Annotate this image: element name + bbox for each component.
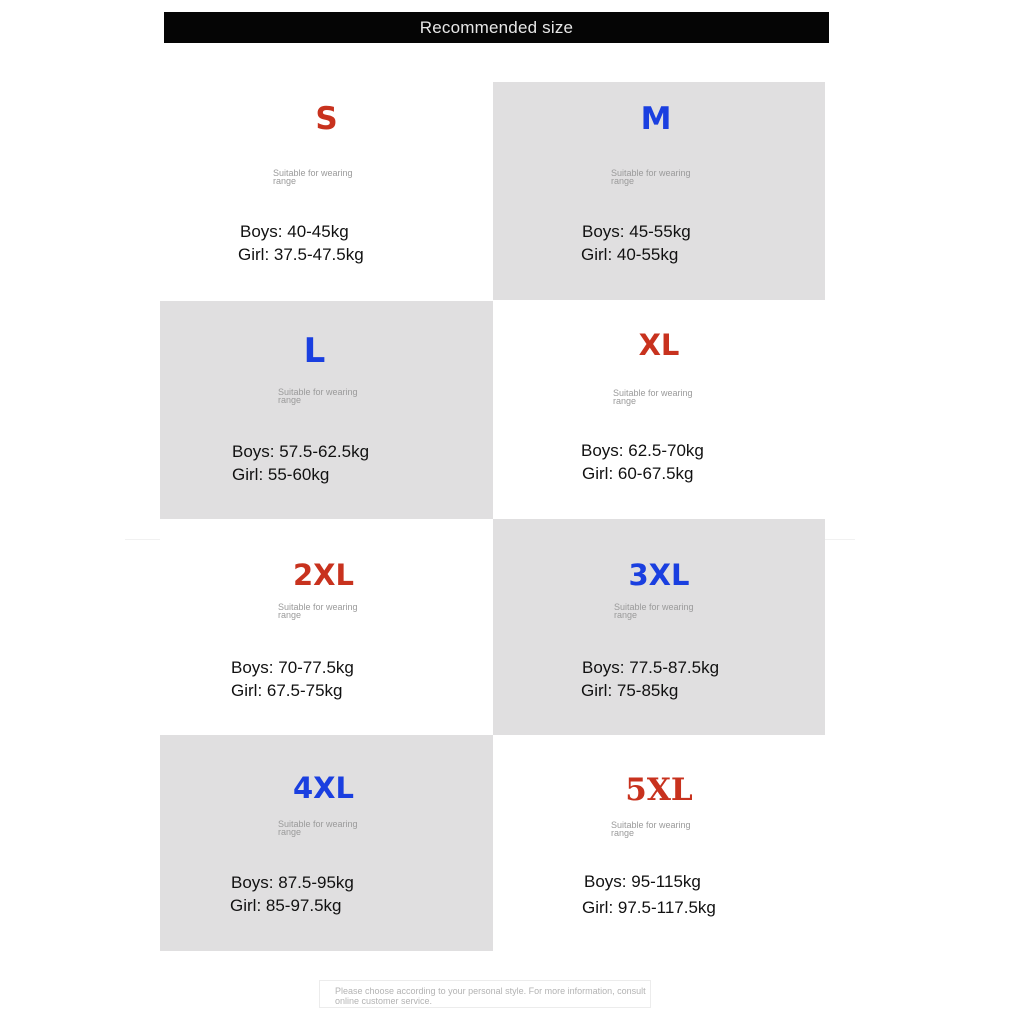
boys-weight: Boys: 95-115kg: [584, 872, 701, 891]
girl-weight: Girl: 97.5-117.5kg: [582, 898, 716, 917]
range-note: Suitable for wearing range: [278, 387, 358, 405]
range-note: Suitable for wearing range: [278, 602, 358, 620]
boys-weight: Boys: 87.5-95kg: [231, 873, 354, 892]
girl-weight: Girl: 75-85kg: [581, 681, 679, 700]
girl-weight: Girl: 85-97.5kg: [230, 896, 342, 915]
boys-weight: Boys: 40-45kg: [240, 222, 349, 241]
range-note: Suitable for wearing range: [611, 168, 691, 186]
footer-note: Please choose according to your personal style. For more information, consult online customer service.: [319, 980, 651, 1008]
boys-weight: Boys: 45-55kg: [582, 222, 691, 241]
range-note: Suitable for wearing range: [614, 602, 694, 620]
weight-range: [240, 220, 364, 266]
header-title: Recommended size: [419, 17, 574, 37]
size-label: 2XL: [292, 558, 355, 592]
girl-weight: Girl: 40-55kg: [581, 245, 679, 264]
size-label: 4XL: [292, 771, 355, 805]
weight-range: [582, 220, 691, 266]
weight-range: [232, 440, 369, 486]
size-card-2xl: [160, 519, 493, 735]
size-card-4xl: [160, 735, 493, 951]
girl-weight: Girl: 60-67.5kg: [582, 464, 694, 483]
girl-weight: Girl: 67.5-75kg: [231, 681, 343, 700]
recommended-size-header: [164, 12, 829, 43]
size-card-xl: [493, 301, 825, 519]
size-card-3xl: [493, 519, 825, 735]
range-note: Suitable for wearing range: [613, 388, 693, 406]
size-label: M: [640, 101, 672, 137]
size-card-l: [160, 301, 493, 519]
size-label: S: [315, 101, 338, 137]
range-note: Suitable for wearing range: [278, 819, 358, 837]
size-label: L: [303, 331, 326, 371]
weight-range: [581, 439, 704, 485]
size-label: XL: [638, 328, 680, 362]
girl-weight: Girl: 55-60kg: [232, 465, 330, 484]
weight-range: [582, 656, 719, 702]
boys-weight: Boys: 62.5-70kg: [581, 441, 704, 460]
size-label: 5XL: [625, 772, 693, 808]
weight-range: [584, 869, 716, 921]
size-card-s: [160, 82, 493, 301]
girl-weight: Girl: 37.5-47.5kg: [238, 245, 364, 264]
size-card-5xl: [493, 735, 825, 951]
range-note: Suitable for wearing range: [273, 168, 353, 186]
weight-range: [231, 656, 354, 702]
weight-range: [231, 871, 354, 917]
range-note: Suitable for wearing range: [611, 820, 691, 838]
size-card-m: [493, 82, 825, 300]
boys-weight: Boys: 77.5-87.5kg: [582, 658, 720, 677]
boys-weight: Boys: 57.5-62.5kg: [232, 442, 370, 461]
size-label: 3XL: [628, 558, 690, 592]
boys-weight: Boys: 70-77.5kg: [231, 658, 354, 677]
